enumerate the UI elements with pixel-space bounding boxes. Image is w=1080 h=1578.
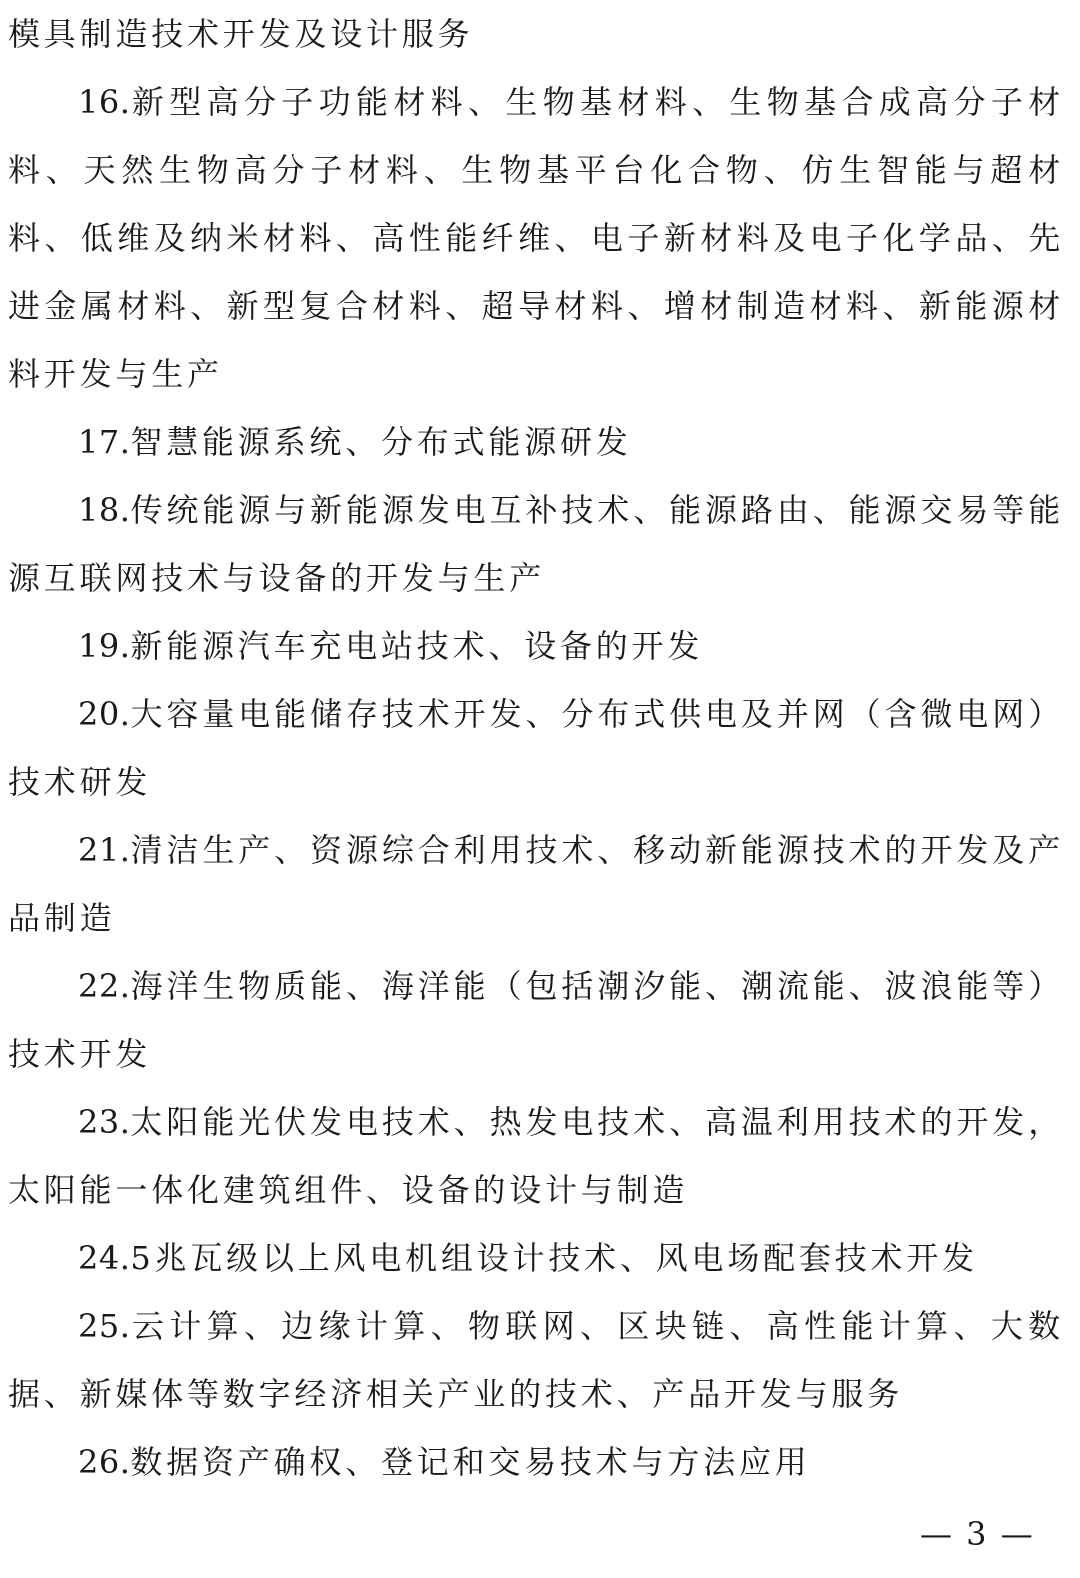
list-item-16 (8, 68, 1064, 408)
item-text: 传统能源与新能源发电互补技术、能源路由、能源交易等能源互联网技术与设备的开发与生产 (8, 491, 1064, 597)
item-text: 海洋生物质能、海洋能（包括潮汐能、潮流能、波浪能等）技术开发 (8, 967, 1064, 1073)
item-text: 新能源汽车充电站技术、设备的开发 (130, 627, 704, 665)
item-text: 数据资产确权、登记和交易技术与方法应用 (130, 1443, 811, 1481)
list-item-22 (8, 952, 1064, 1088)
item-text: 5兆瓦级以上风电机组设计技术、风电场配套技术开发 (130, 1239, 978, 1277)
item-number: 21. (78, 831, 131, 869)
list-item-24 (8, 1224, 1064, 1292)
paragraph-continuation (8, 0, 1064, 68)
page-number: — 3 — (920, 1515, 1035, 1553)
list-item-20 (8, 680, 1064, 816)
paragraph-text: 模具制造技术开发及设计服务 (8, 15, 474, 53)
list-item-19 (8, 612, 1064, 680)
item-number: 20. (78, 695, 131, 733)
list-item-21 (8, 816, 1064, 952)
item-number: 17. (78, 423, 131, 461)
list-item-18 (8, 476, 1064, 612)
item-text: 智慧能源系统、分布式能源研发 (130, 423, 632, 461)
document-body (8, 0, 1064, 1496)
item-number: 26. (78, 1443, 131, 1481)
item-number: 18. (78, 491, 131, 529)
item-number: 19. (78, 627, 131, 665)
item-text: 大容量电能储存技术开发、分布式供电及并网（含微电网）技术研发 (8, 695, 1064, 801)
item-text: 新型高分子功能材料、生物基材料、生物基合成高分子材料、天然生物高分子材料、生物基平台化合物、仿生智能与超材料、低维及纳米材料、高性能纤维、电子新材料及电子化学品、先进金属材料、新型复合材料、超导材料、增材制造材料、新能源材料开发与生产 (8, 83, 1064, 393)
item-number: 24. (78, 1239, 131, 1277)
list-item-26 (8, 1428, 1064, 1496)
item-text: 云计算、边缘计算、物联网、区块链、高性能计算、大数据、新媒体等数字经济相关产业的技术、产品开发与服务 (8, 1307, 1064, 1413)
item-number: 22. (78, 967, 131, 1005)
item-text: 清洁生产、资源综合利用技术、移动新能源技术的开发及产品制造 (8, 831, 1064, 937)
list-item-17 (8, 408, 1064, 476)
list-item-25 (8, 1292, 1064, 1428)
item-text: 太阳能光伏发电技术、热发电技术、高温利用技术的开发，太阳能一体化建筑组件、设备的设计与制造 (8, 1103, 1064, 1209)
item-number: 16. (78, 83, 131, 121)
item-number: 23. (78, 1103, 131, 1141)
item-number: 25. (78, 1307, 131, 1345)
list-item-23 (8, 1088, 1064, 1224)
